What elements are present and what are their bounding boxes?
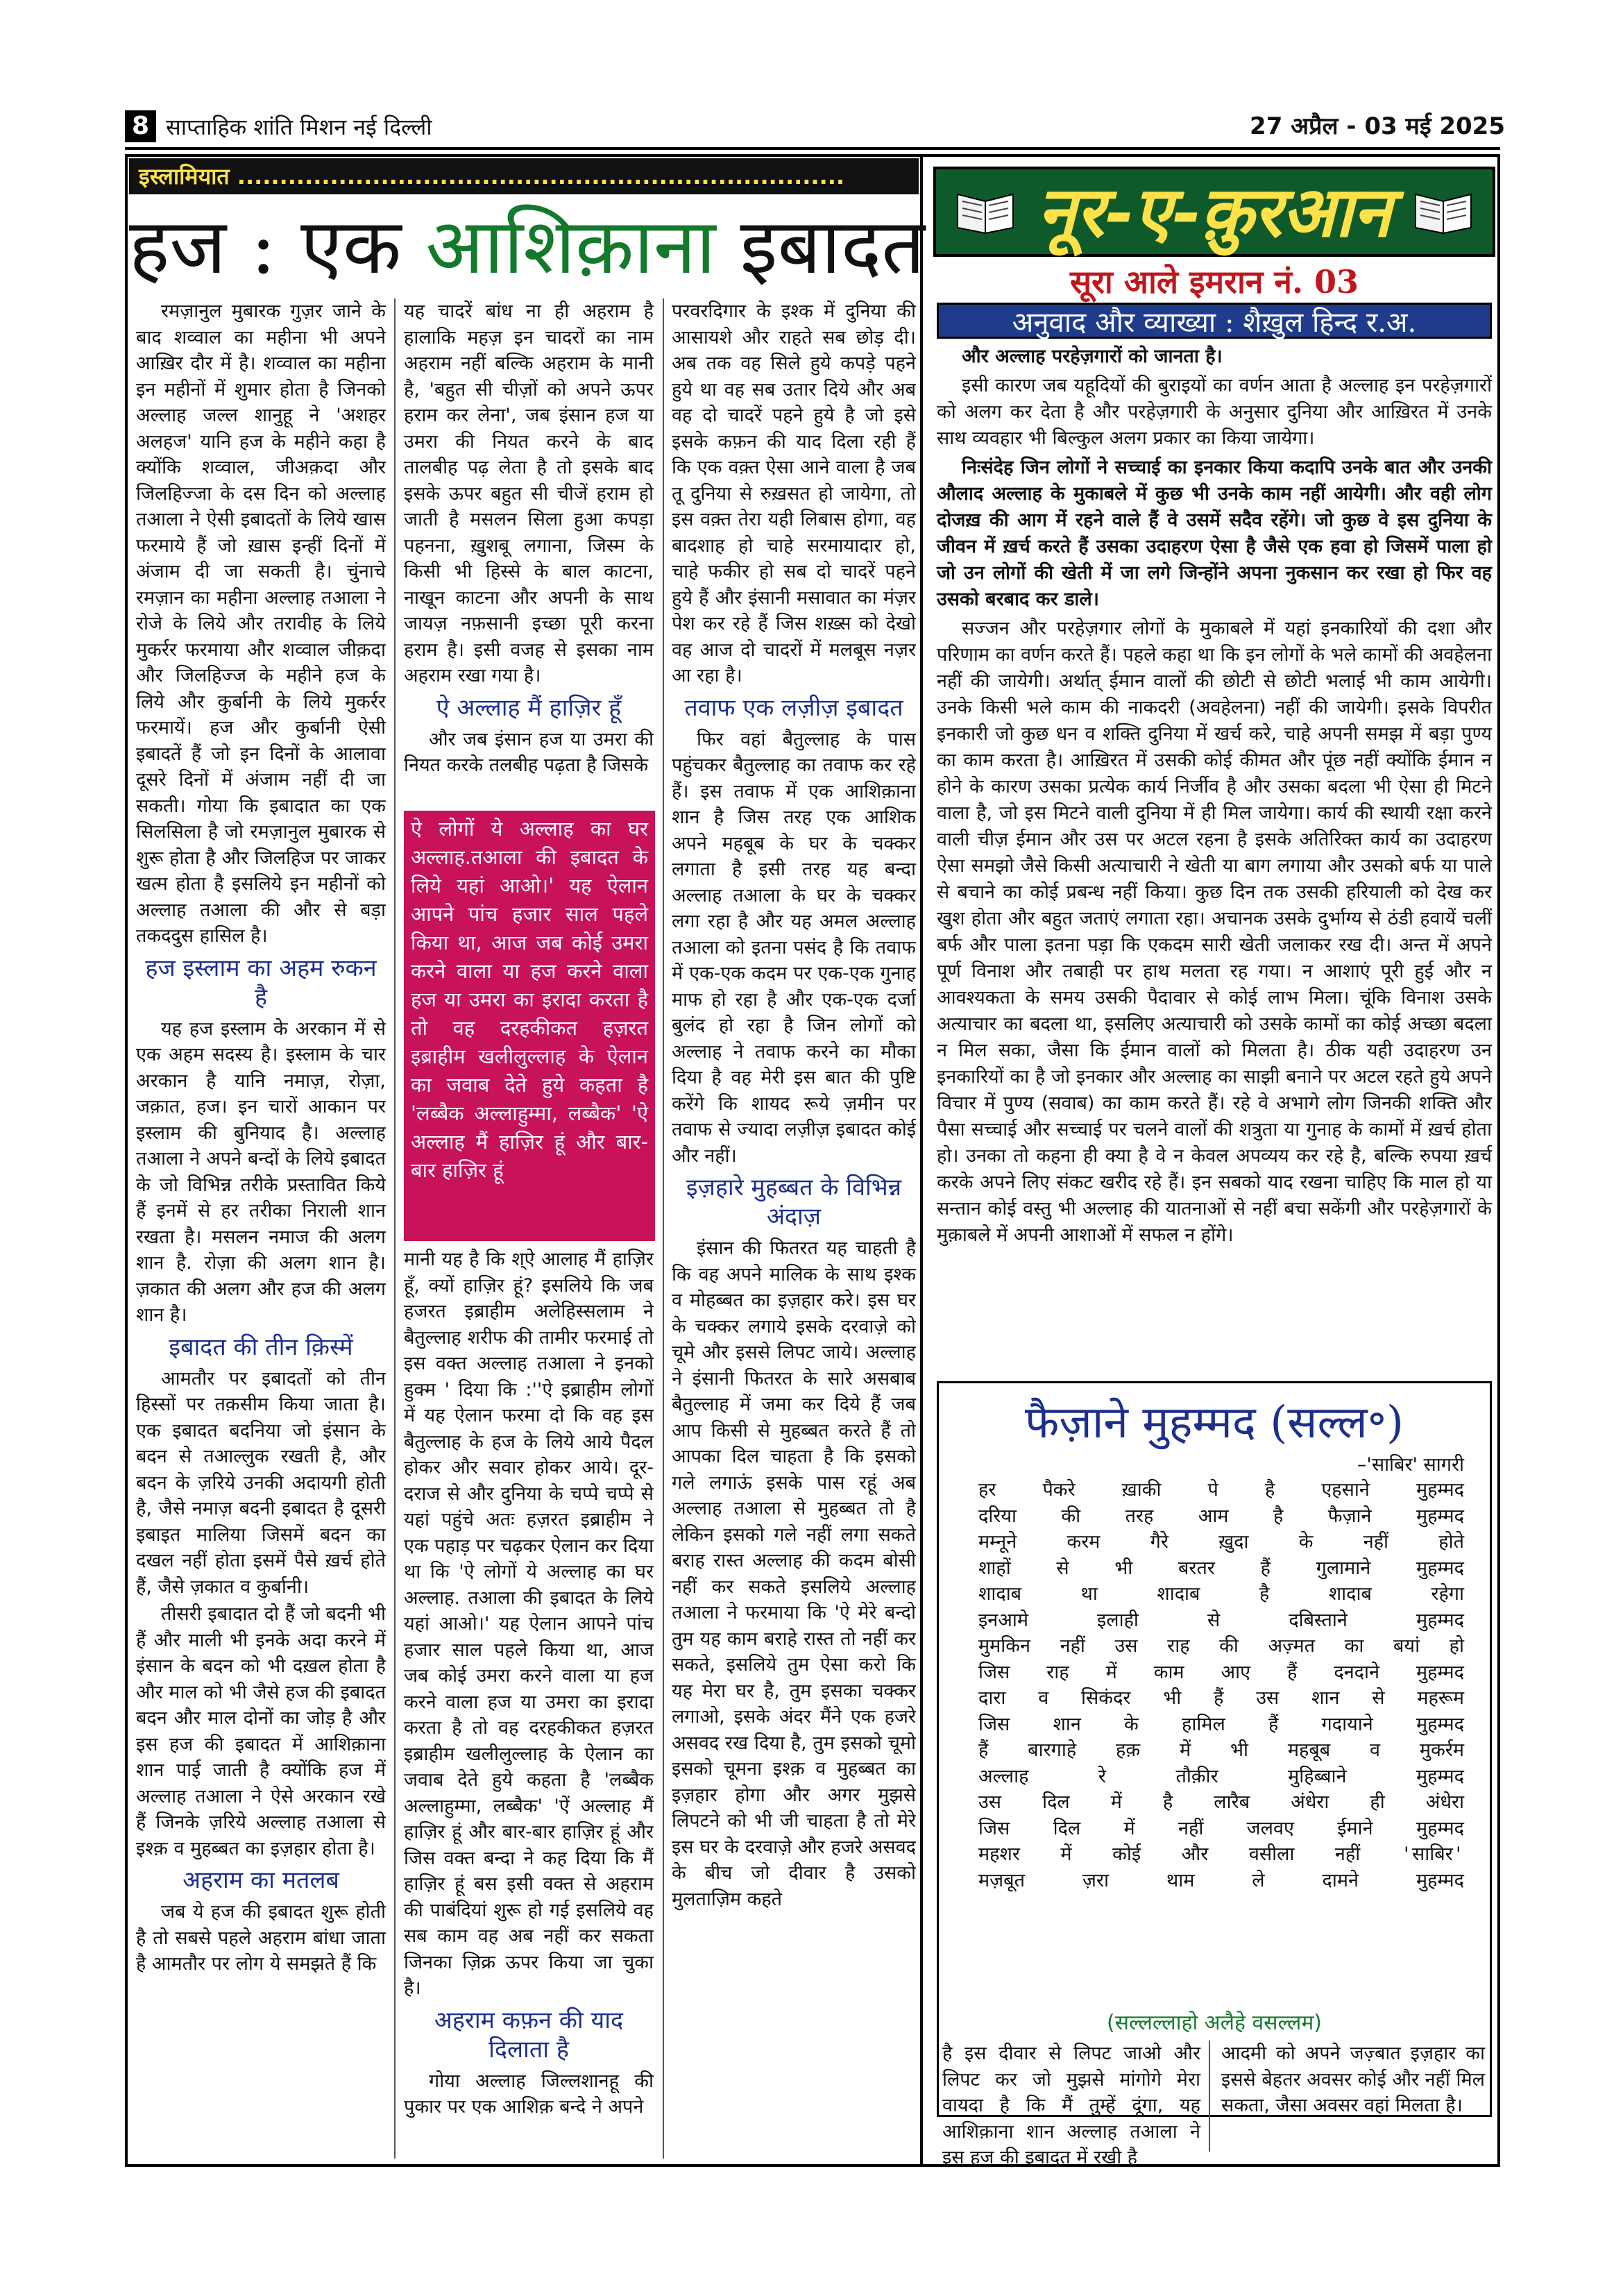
- paragraph: और जब इंसान हज या उमरा की नियत करके तलबीह पढ़ता है जिसके: [404, 728, 654, 776]
- page-number: 8: [125, 110, 156, 142]
- verse-translation: निःसंदेह जिन लोगों ने सच्चाई का इनकार किया कदापि उनके बात और उनकी औलाद अल्लाह के मुकाबले में कुछ भी उनके काम नहीं आयेगी। और वही लोग दोजख़ की आग में रहने वाले हैं वे उसमें सदैव रहेंगे। जो कुछ वे इस दुनिया के जीवन में ख़र्च करते हैं उसका उदाहरण ऐसा है जैसे एक हवा हो जिसमें पाला हो जो उन लोगों की खेती में जा लगे जिन्होंने अपना नुकसान कर रखा हो फिर वह उसको बरबाद कर डाले।: [937, 457, 1492, 610]
- section-band: [129, 158, 919, 194]
- poem-line: मज़बूत ज़रा थाम ले दामने मुहम्मद: [978, 1869, 1464, 1891]
- salutation: (सल्लल्लाहो अलैहे वसल्लम): [1107, 2011, 1322, 2035]
- header-rule: [125, 147, 1500, 150]
- subheading: अहराम का मतलब: [182, 1866, 339, 1894]
- subheading: तवाफ एक लज़ीज़ इबादत: [684, 693, 903, 722]
- subheading: इबादत की तीन क़िस्में: [169, 1333, 353, 1361]
- article-column-1: [136, 298, 386, 2159]
- poem-line: हैं बारगाहे हक़ में भी महबूब व मुकर्रम: [978, 1739, 1464, 1761]
- publication-name: साप्ताहिक शांति मिशन नई दिल्ली: [166, 113, 432, 140]
- poem-line: जिस दिल में नहीं जलवए ईमाने मुहम्मद: [978, 1817, 1464, 1839]
- column-rule: [394, 298, 396, 2159]
- paragraph: फिर वहां बैतुल्लाह के पास पहुंचकर बैतुल्लाह का तवाफ कर रहे हैं। इस तवाफ में एक आशिक़ाना शान है जिस तरह एक आशिक अपने महबूब के घर के चक्कर लगाता है इसी तरह यह बन्दा अल्लाह तआला के घर के चक्कर लगा रहा है और यह अमल अल्लाह तआला को इतना पसंद है कि तवाफ में एक-एक कदम पर एक-एक गुनाह माफ हो रहा है और एक-एक दर्जा बुलंद हो रहा है जिन लोगों को अल्लाह ने तवाफ करने का मौका दिया है वह मेरी इस बात की पुष्टि करेंगे कि शायद रूये ज़मीन पर तवाफ से ज्यादा लज़ीज़ इबादत कोई और नहीं।: [672, 728, 916, 1167]
- verse-commentary: सज्जन और परहेज़गार लोगों के मुकाबले में यहां इनकारियों की दशा और परिणाम का वर्णन करते हैं। पहले कहा था कि इन लोगों के भले कामों की अवहेलना नहीं की जायेगी। अर्थात् ईमान वालों की छोटी से छोटी भलाई भी काम आयेगी। उनके किसी भले काम की नाकदरी (अवहेलना) नहीं की जायेगी। इसके विपरीत इनकारी जो कुछ धन व शक्ति दुनिया में खर्च करे, चाहे अपनी समझ में बड़ा पुण्य का काम करता है। आख़िरत में उसकी कोई कीमत और पूंछ नहीं क्योंकि ईमान न होने के कारण उसका प्रत्येक कार्य निर्जीव है और उसका बदला भी ऐसा ही मिटने वाला है, जो इस मिटने वाली दुनिया में ही मिल जायेगा। कार्य की स्थायी रक्षा करने वाली चीज़ ईमान और उस पर अटल रहना है इसके अतिरिक्त कार्य का उदाहरण ऐसा समझो जैसे किसी अत्याचारी ने खेती या बाग लगाया और उसको बर्फ या पाले से बचाने का कोई प्रबन्ध नहीं किया। कुछ दिन तक उसकी हरियाली को देख कर खुश होता और बहुत जताएं लगाता रहा। अचानक उसके दुर्भाग्य से ठंडी हवायें चलीं बर्फ और पाला इतना पड़ा कि एकदम सारी खेती जलाकर रख दी। अन्त में अपने पूर्ण विनाश और तबाही पर हाथ मलता रह गया। न आशाएं पूरी हुई और न आवश्यकता के समय उसकी पैदावार से कोई लाभ मिला। चूंकि विनाश उसके अत्याचार का बदला था, इसलिए अत्याचारी को उसके कामों का कोई अच्छा बदला न मिल सका, जैसा कि ईमान वालों को मिलता है। ठीक यही उदाहरण उन इनकारियों का है जो इनकार और अल्लाह का साझी बनाने पर अटल रहते हुये अपने विचार में पुण्य (सवाब) का काम करते हैं। रहे वे अभागे लोग जिनकी शक्ति और पैसा सच्चाई और सच्चाई पर चलने वालों की शत्रुता या गुनाह के कामों में ख़र्च होता हो। उनका तो कहना ही क्या है वे न केवल अपव्यय कर रहे है, बल्कि रुपया ख़र्च करके अपने लिए संकट खरीद रहे हैं। इन सबको याद रखना चाहिए कि माल हो या सन्तान कोई वस्तु भी अल्लाह की यातनाओं से नहीं बचा सकेंगी और परहेज़गारों के मुक़ाबले में अपनी आशाओं में सफल न होंगे।: [937, 618, 1492, 1246]
- poem-line: उस दिल में है लारैब अंधेरा ही अंधेरा: [978, 1791, 1464, 1813]
- paragraph: तीसरी इबादात दो हैं जो बदनी भी हैं और माली भी इनके अदा करने में इंसान के बदन को भी दख़ल होता है और माल को भी जैसे हज की इबादत बदन और माल दोनों का जोड़ है और इस हज की इबादत में आशिक़ाना शान पाई जाती है क्योंकि हज में अल्लाह तआला ने ऐसे अरकान रखे हैं जिनके ज़रिये अल्लाह तआला से इश्क़ व मुहब्बत का इज़हार होता है।: [136, 1603, 386, 1859]
- title-part-3: इबादत: [715, 202, 925, 291]
- poem-title: फैज़ाने मुहम्मद (सल्ल॰): [1025, 1397, 1404, 1449]
- quran-book-icon: [954, 187, 1017, 236]
- continuation-col-2: आदमी को अपने जज़्बात इज़हार का इससे बेहतर अवसर कोई और नहीं मिल सकता, जैसा अवसर वहां मिलता है।: [1221, 2043, 1485, 2116]
- paragraph: रमज़ानुल मुबारक गुज़र जाने के बाद शव्वाल का महीना भी अपने आख़िर दौर में है। शव्वाल का महीना इन महीनों में शुमार होता है जिनको अल्लाह जल्ल शानुहू ने 'अशहर अलहज' यानि हज के महीने कहा है क्योंकि शव्वाल, जीअक़दा और जिलहिज्जा के दस दिन को अल्लाह तआला ने ऐसी इबादतों के लिये खास फरमाये हैं जो ख़ास इन्हीं दिनों में अंजाम दी जा सकती है। चुंनाचे रमज़ान का महीना अल्लाह तआला ने रोजे के लिये और तरावीह के लिये मुकर्रर फरमाया और शव्वाल जीक़दा और जिलहिज्ज के महीने हज के लिये और कुर्बानी के लिये मुकर्रर फरमायें। हज और कुर्बानी ऐसी इबादतें हैं जो इन दिनों के आलावा दूसरे दिनों में अंजाम नहीं दी जा सकती। गोया कि इबादात का एक सिलसिला है जो रमज़ानुल मुबारक से शुरू होता है और जिलहिज पर जाकर खत्म होता है इसलिये इन महीनों को अल्लाह तआला की और से बड़ा तकददुस हासिल है।: [136, 301, 386, 947]
- column-rule: [663, 298, 664, 2159]
- poem-line: दारा व सिकंदर भी हैं उस शान से महरूम: [978, 1687, 1464, 1709]
- poem-line: शादाब था शादाब है शादाब रहेगा: [978, 1583, 1464, 1605]
- poem-lines: [978, 1477, 1464, 1893]
- highlight-callout: ऐ लोगों ये अल्लाह का घर अल्लाह.तआला की इबादत के लिये यहां आओ।' यह ऐलान आपने पांच हजार साल पहले किया था, आज जब कोई उमरा करने वाला या हज करने वाला हज या उमरा का इरादा करता है तो वह दरहकीकत हज़रत इब्राहीम खलीलुल्लाह के ऐलान का जवाब देते हुये कहता है 'लब्बैक अल्लाहुम्मा, लब्बैक' 'ऐ अल्लाह मैं हाज़िर हूं और बार-बार हाज़िर हूं: [404, 811, 655, 1241]
- poem-line: दरिया की तरह आम है फैज़ाने मुहम्मद: [978, 1505, 1464, 1527]
- verse-commentary: इसी कारण जब यहूदियों की बुराइयों का वर्णन आता है अल्लाह इन परहेज़गारों को अलग कर देता है और परहेज़गारी के अनुसार दुनिया और आख़िरत में उनके साथ व्यवहार भी बिल्कुल अलग प्रकार का किया जायेगा।: [937, 375, 1492, 449]
- poet-name: –'साबिर' सागरी: [1357, 1454, 1464, 1476]
- quran-commentary: [937, 344, 1492, 1251]
- poem-line: मम्नूने करम गैरे ख़ुदा के नहीं होते: [978, 1531, 1464, 1553]
- paragraph: यह हज इस्लाम के अरकान में से एक अहम सदस्य है। इस्लाम के चार अरकान है यानि नमाज़, रोज़ा, जक़ात, हज। इन चारों आकान पर इस्लाम की बुनियाद है। अल्लाह तआला ने अपने बन्दों के लिये इबादत के जो विभिन्न तरीके प्रस्तावित किये हैं इनमें से हर तरीका निराली शान रखता है। मसलन नमाज की अलग शान है. रोज़ा की अलग शान है। ज़कात की अलग और हज की अलग शान है।: [136, 1018, 386, 1326]
- subheading: अहराम कफ़न की याद दिलाता है: [434, 2006, 624, 2063]
- paragraph: गोया अल्लाह जिल्लशानहू की पुकार पर एक आशिक़ बन्दे ने अपने: [404, 2070, 654, 2118]
- translation-credit: अनुवाद और व्याख्या : शैख़ुल हिन्द र.अ.: [937, 303, 1492, 339]
- section-label: इस्लामियात: [139, 163, 230, 189]
- subheading: ऐ अल्लाह मैं हाज़िर हूँ: [436, 693, 622, 722]
- subheading: हज इस्लाम का अहम रुकन है: [145, 954, 377, 1011]
- section-dots: ........................................................................: [237, 163, 845, 189]
- noor-banner: [933, 167, 1495, 257]
- title-part-1: हज : एक: [129, 202, 426, 291]
- poem-line: मुमकिन नहीं उस राह की अज़्मत का बयां हो: [978, 1635, 1464, 1657]
- continuation-rule: [1209, 2041, 1210, 2152]
- paragraph: यह चादरें बांध ना ही अहराम है हालाकि महज़ इन चादरों का नाम अहराम नहीं बल्कि अहराम के मानी है, 'बहुत सी चीज़ों को अपने ऊपर हराम कर लेना', जब इंसान हज या उमरा की नियत करने के बाद तालबीह पढ़ लेता है तो इसके बाद इसके ऊपर बहुत सी चीजें हराम हो जाती है मसलन सिला हुआ कपड़ा पहनना, ख़ुशबू लगाना, जिस्म के किसी भी हिस्से के बाल काटना, नाखून काटना और अपनी के साथ जायज़ नफ़सानी इच्छा पूरी करना हराम है। इसी वजह से इसका नाम अहराम रखा गया है।: [404, 301, 654, 686]
- surah-heading: सूरा आले इमरान नं. 03: [1070, 263, 1359, 301]
- title-part-2: आशिक़ाना: [425, 202, 716, 291]
- noor-title: नूर-ए-क़ुरआन: [1037, 171, 1392, 253]
- paragraph: मानी यह है कि श्ऐ आलाह मैं हाज़िर हूँ, क्यों हाज़िर हूं? इसलिये कि जब हजरत इब्राहीम अलेहिस्सलाम ने बैतुल्लाह शरीफ की तामीर फरमाई तो इस वक्त अल्लाह तआला ने इनको हुक्म ' दिया कि :''ऐ इब्राहीम लोगों में यह ऐलान फरमा दो कि वह इस बैतुल्लाह के हज के लिये आये पैदल होकर और सवार होकर आये। दूर-दराज से और दुनिया के चप्पे चप्पे से यहां पहुंचे अतः हज़रत इब्राहीम ने एक पहाड़ पर चढ़कर ऐलान कर दिया था कि 'ऐ लोगों ये अल्लाह का घर अल्लाह. तआला की इबादत के लिये यहां आओ।' यह ऐलान आपने पांच हजार साल पहले किया था, आज जब कोई उमरा करने वाला या हज करने वाला हज या उमरा का इरादा करता है तो वह दरहकीकत हज़रत इब्राहीम खलीलुल्लाह के ऐलान का जवाब देते हुये कहता है 'लब्बैक अल्लाहुम्मा, लब्बैक' 'ऐं अल्लाह मैं हाज़िर हूं और बार-बार हाज़िर हूं और जिस वक्त बन्दा ने कह दिया कि मैं हाज़िर हूं बस इसी वक्त से अहराम की पाबंदियां शुरू हो गई इसलिये वह सब काम वह अब नहीं कर सकता जिनका ज़िक्र ऊपर किया जा चुका है।: [404, 1249, 654, 1999]
- article-column-3: [672, 298, 916, 2159]
- poem-line: इनआमे इलाही से दबिस्ताने मुहम्मद: [978, 1609, 1464, 1631]
- paragraph: परवरदिगार के इश्क में दुनिया की आसायशे और राहते सब छोड़ दी। अब तक वह सिले हुये कपड़े पहने हुये था वह सब उतार दिये और अब वह दो चादरें पहने हुये है जो इसे इसके कफ़न की याद दिला रही हैं कि एक वक़्त ऐसा आने वाला है जब तू दुनिया से रुख़सत हो जायेगा, तो इस वक़्त तेरा यही लिबास होगा, वह बादशाह हो चाहे सरमायादार हो, चाहे फकीर हो सब दो चादरें पहने हुये हैं और इंसानी मसावात का मंज़र पेश कर रहे हैं जिस शख़्स को देखो वह आज दो चादरों में मलबूस नज़र आ रहा है।: [672, 301, 916, 686]
- poem-line: महशर में कोई और वसीला नहीं 'साबिर': [978, 1843, 1464, 1865]
- poem-line: अल्लाह रे तौक़ीर मुहिब्बाने मुहम्मद: [978, 1765, 1464, 1787]
- poem-line: जिस शान के हामिल हैं गदायाने मुहम्मद: [978, 1713, 1464, 1735]
- page-header: [125, 110, 432, 143]
- subheading: इज़हारे मुहब्बत के विभिन्न अंदाज़: [686, 1174, 902, 1231]
- poem-line: शाहों से भी बरतर हैं गुलामाने मुहम्मद: [978, 1557, 1464, 1579]
- poem-line: जिस राह में काम आए हैं दनदाने मुहम्मद: [978, 1661, 1464, 1683]
- column-2-bottom: [404, 1247, 654, 2159]
- paragraph: आमतौर पर इबादतों को तीन हिस्सों पर तक़सीम किया जाता है। एक इबादत बदनिया जो इंसान के बदन से तआल्लुक रखती है, और बदन के ज़रिये उनकी अदायगी होती है, जैसे नमाज़ बदनी इबादत है दूसरी इबाइत मालिया जिसमें बदन का दखल नहीं होता इसमें पैसे ख़र्च होते हैं, जैसे ज़कात व कुर्बानी।: [136, 1367, 386, 1598]
- column-2-top: [404, 298, 654, 779]
- article-continuation: [937, 2041, 1492, 2168]
- column-divider: [920, 154, 923, 2167]
- paragraph: जब ये हज की इबादत शुरू होती है तो सबसे पहले अहराम बांधा जाता है आमतौर पर लोग ये समझते हैं कि: [136, 1901, 386, 1975]
- poem-line: हर पैकरे ख़ाकी पे है एहसाने मुहम्मद: [978, 1479, 1464, 1501]
- article-title: [129, 201, 925, 292]
- continuation-col-1: है इस दीवार से लिपट जाओ और लिपट कर जो मुझसे मांगोगे मेरा वायदा है कि मैं तुम्हें दूंगा, यह आशिक़ाना शान अल्लाह तआला ने इस हज की इबादत में रखी है: [942, 2043, 1200, 2168]
- quran-book-icon: [1412, 187, 1475, 236]
- issue-date: 27 अप्रैल - 03 मई 2025: [1250, 112, 1505, 140]
- paragraph: इंसान की फितरत यह चाहती है कि वह अपने मालिक के साथ इश्क व मोहब्बत का इज़हार करे। इस घर के चक्कर लगाये इसके दरवाज़े को चूमे और इससे लिपट जाये। अल्लाह ने इंसानी फितरत के सारे असबाब बैतुल्लाह में जमा कर दिये हैं जब आप किसी से मुहब्बत करते हैं तो आपका दिल चाहता है कि इसको गले लगाऊं इसके पास रहूं अब अल्लाह तआला से मुहब्बत तो है लेकिन इसको गले नहीं लगा सकते बराह रास्त अल्लाह की कदम बोसी नहीं कर सकते इसलिये अल्लाह तआला ने फरमाया कि 'ऐ मेरे बन्दो तुम यह काम बराहे रास्त तो नहीं कर सकते, इसलिये तुम ऐसा करो कि यह मेरा घर है, तुम इसका चक्कर लगाओ, इसके अंदर मैंने एक हजरे असवद रख दिया है, तुम इसको चूमो इसको चूमना इश्क़ व मुहब्बत का इज़हार होगा और अगर मुझसे लिपटने को भी जी चाहता है तो मेरे इस घर के दरवाज़े और हजरे असवद के बीच जो दीवार है उसको मुलताज़िम कहते: [672, 1238, 916, 1910]
- verse-translation: और अल्लाह परहेज़गारों को जानता है।: [962, 346, 1223, 367]
